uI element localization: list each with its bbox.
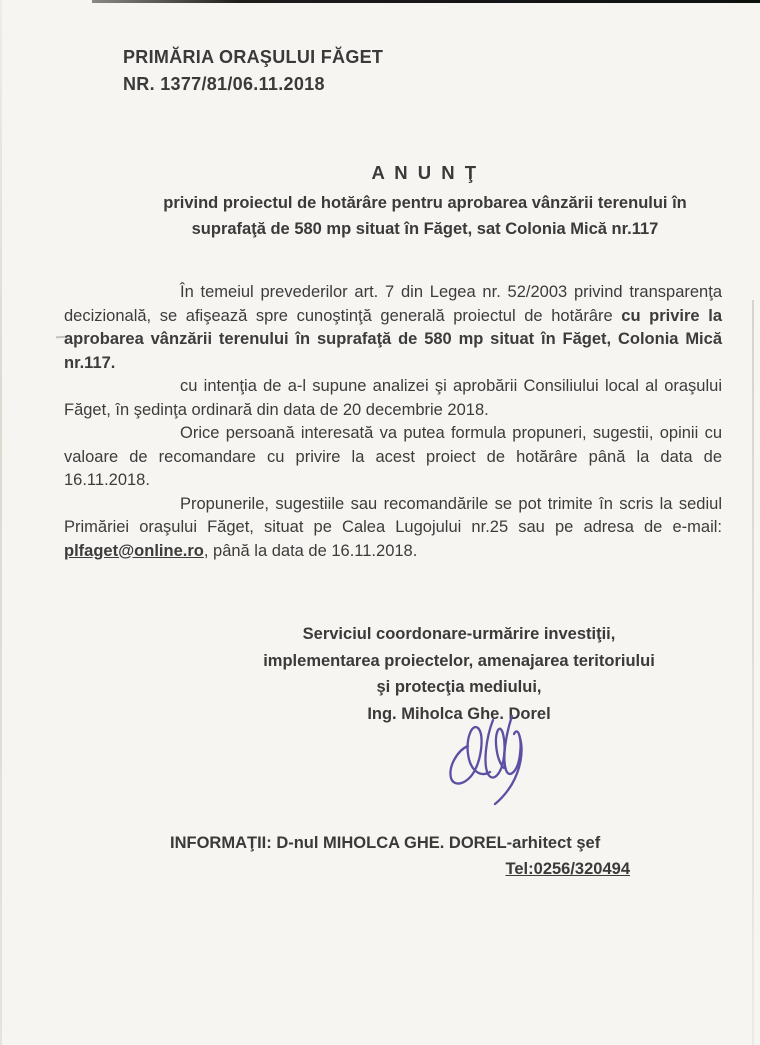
phone-number: Tel:0256/320494 — [505, 860, 630, 878]
subtitle-line-2: suprafaţă de 580 mp situat în Făget, sat Colonia Mică nr.117 — [191, 220, 659, 238]
scan-top-edge-line — [92, 0, 760, 3]
paragraph-submission-tail: , până la data de 16.11.2018. — [203, 541, 418, 560]
paragraph-legal-basis-text: În temeiul prevederilor art. 7 din Legea nr. 52/2003 privind transparenţa decizională, se afişează spre cunoştinţă generală proiectul de hotărâre — [64, 283, 722, 325]
document-body — [64, 281, 722, 563]
page-title: A N U N Ţ — [371, 162, 479, 183]
letterhead — [123, 44, 383, 98]
scan-left-edge-line — [0, 0, 2, 1045]
signature-dept-line-1: Serviciul coordonare-urmărire investiţii, — [302, 625, 616, 643]
paragraph-submission-text: Propunerile, sugestiile sau recomandările se pot trimite în scris la sediul Primăriei oraşului Făget, situat pe Calea Lugojului nr.25 sau pe adresa de e-mail: — [64, 494, 722, 536]
paragraph-public-input: Orice persoană interesată va putea formula propuneri, sugestii, opinii cu valoare de recomandare cu privire la acest proiect de hotărâre până la data de 16.11.2018. — [64, 424, 722, 489]
footer-phone-line — [170, 858, 632, 881]
subtitle-line-1: privind proiectul de hotărâre pentru aprobarea vânzării terenului în — [163, 194, 687, 212]
letterhead-org: PRIMĂRIA ORAŞULUI FĂGET — [123, 47, 384, 67]
paragraph-legal-basis — [64, 281, 722, 375]
paragraph-submission-info — [64, 493, 722, 564]
email-address: plfaget@online.ro — [64, 541, 204, 560]
paragraph-legal-basis-bold-text: cu privire la aprobarea vânzării terenului în suprafaţă de 580 mp situat în Făget, Colonia Mică nr.117. — [64, 306, 722, 372]
signature-dept-line-3: şi protecţia mediului, — [376, 678, 542, 696]
signature-dept-line-2: implementarea proiectelor, amenajarea teritoriului — [263, 651, 655, 670]
signature-name: Ing. Miholca Ghe. Dorel — [367, 704, 551, 723]
footer-block — [170, 832, 632, 881]
page-subtitle — [95, 190, 755, 242]
handwritten-signature-icon — [438, 708, 543, 808]
footer-info-line: INFORMAŢII: D-nul MIHOLCA GHE. DOREL-arhitect şef — [170, 834, 601, 852]
heading-block — [95, 162, 755, 242]
paragraph-council-intent: cu intenţia de a-l supune analizei şi aprobării Consiliului local al oraşului Făget, în şedinţa ordinară din data de 20 decembrie 2018. — [64, 377, 722, 419]
letterhead-number: NR. 1377/81/06.11.2018 — [123, 74, 325, 94]
scan-right-edge-line — [752, 300, 754, 1045]
